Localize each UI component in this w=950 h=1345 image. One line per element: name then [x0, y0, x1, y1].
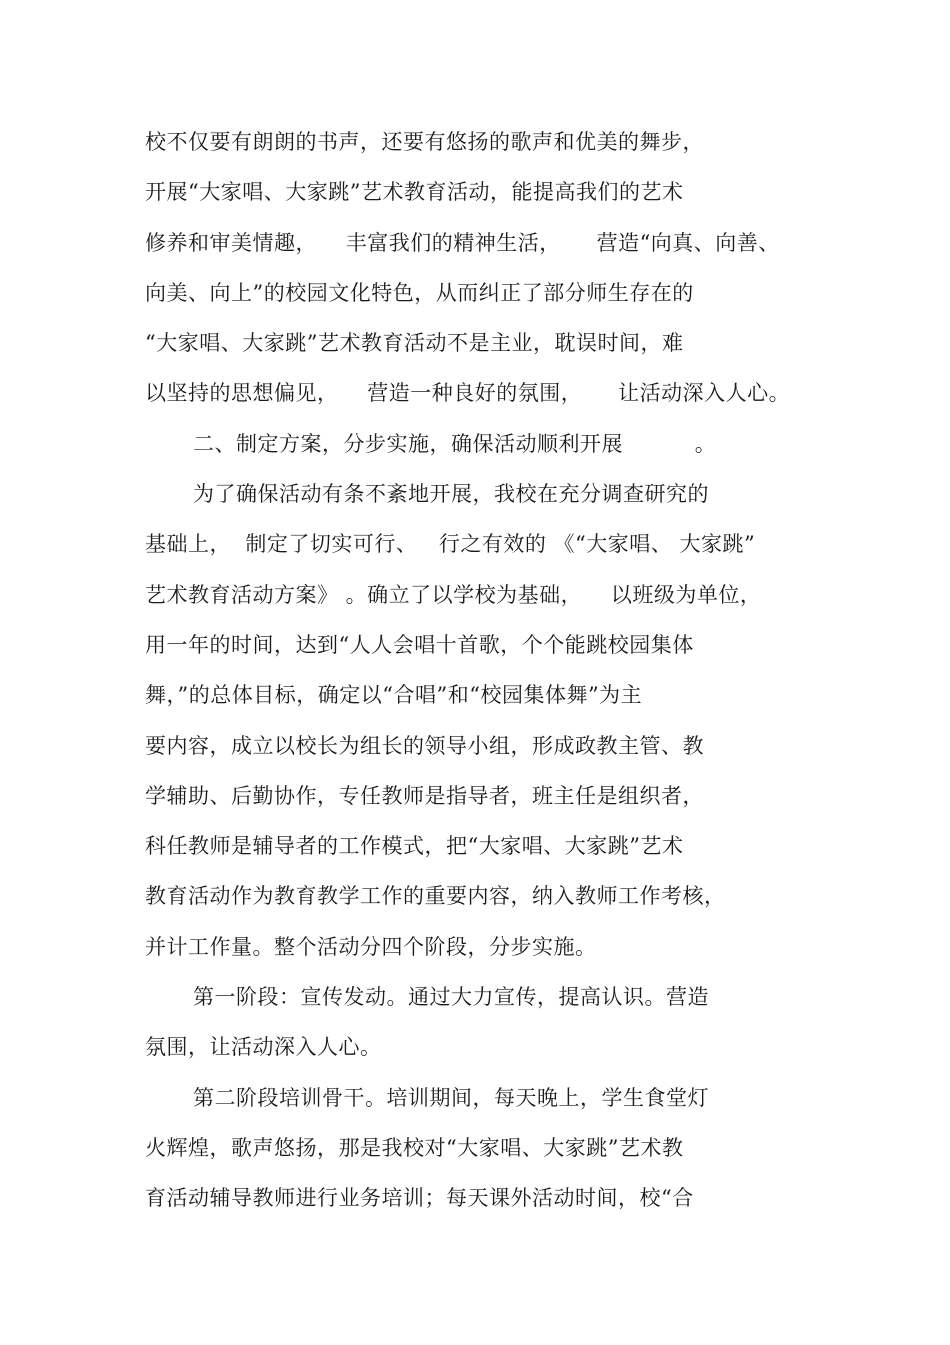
- text-line: 二、制定方案，分步实施，确保活动顺利开展 。: [193, 431, 717, 456]
- text-line: 要内容，成立以校长为组长的领导小组，形成政教主管、教: [145, 733, 704, 758]
- text-line: 火辉煌，歌声悠扬，那是我校对“大家唱、大家跳”艺术教: [145, 1135, 684, 1160]
- text-line: 学辅助、后勤协作，专任教师是指导者，班主任是组织者，: [145, 783, 704, 808]
- text-line: 开展“大家唱、大家跳”艺术教育活动，能提高我们的艺术: [145, 180, 684, 205]
- text-line: 科任教师是辅导者的工作模式，把“大家唱、大家跳”艺术: [145, 834, 684, 859]
- text-line: 以坚持的思想偏见， 营造一种良好的氛围， 让活动深入人心。: [145, 381, 791, 406]
- text-line: 艺术教育活动方案》 。确立了以学校为基础， 以班级为单位，: [145, 582, 762, 607]
- text-line: 氛围，让活动深入人心。: [145, 1035, 382, 1060]
- text-line: 基础上， 制定了切实可行、 行之有效的 《“大家唱、 大家跳”: [145, 532, 756, 557]
- text-line: 育活动辅导教师进行业务培训；每天课外活动时间，校“合: [145, 1186, 694, 1211]
- text-line: 为了确保活动有条不紊地开展，我校在充分调查研究的: [193, 482, 709, 507]
- text-line: 校不仅要有朗朗的书声，还要有悠扬的歌声和优美的舞步，: [145, 130, 704, 154]
- text-line: 用一年的时间，达到“人人会唱十首歌，个个能跳校园集体: [145, 632, 694, 657]
- text-line: 并计工作量。整个活动分四个阶段，分步实施。: [145, 934, 597, 959]
- text-line: 向美、向上”的校园文化特色，从而纠正了部分师生存在的: [145, 280, 694, 305]
- document-body: [145, 122, 805, 1229]
- text-line: 第一阶段：宣传发动。通过大力宣传，提高认识。营造: [193, 985, 709, 1010]
- text-line: 第二阶段培训骨干。培训期间，每天晚上，学生食堂灯: [193, 1085, 709, 1110]
- text-line: 教育活动作为教育教学工作的重要内容，纳入教师工作考核，: [145, 884, 726, 909]
- text-line: “大家唱、大家跳”艺术教育活动不是主业，耽误时间，难: [145, 331, 684, 356]
- text-line: 舞，”的总体目标，确定以“合唱”和“校园集体舞”为主: [145, 683, 643, 708]
- text-line: 修养和审美情趣， 丰富我们的精神生活， 营造“向真、向善、: [145, 230, 780, 255]
